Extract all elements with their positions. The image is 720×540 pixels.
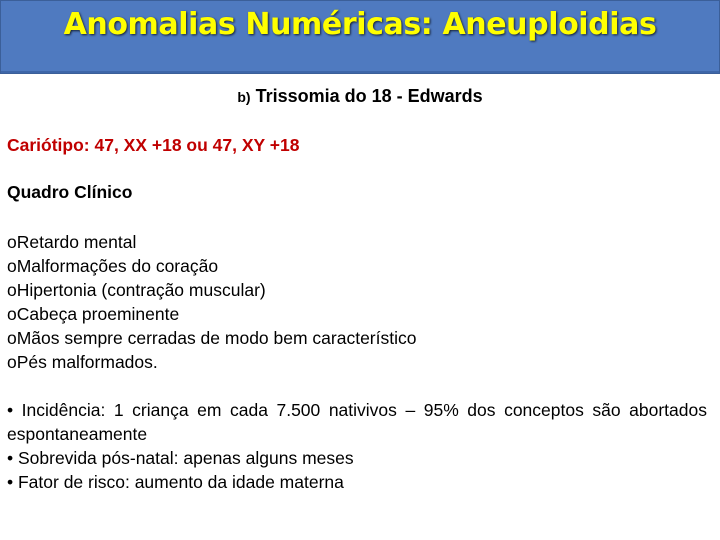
section-heading: Quadro Clínico [7, 182, 133, 202]
slide-title: Anomalias Numéricas: Aneuploidias [63, 7, 657, 42]
fact-incidence: • Incidência: 1 criança em cada 7.500 nativivos – 95% dos conceptos são abortados espontaneamente [7, 400, 707, 444]
subtitle-letter: b) [237, 89, 251, 105]
title-bar [0, 0, 720, 74]
subtitle-text: Trissomia do 18 - Edwards [255, 86, 483, 106]
symptom-text: Pés malformados. [16, 352, 158, 372]
list-item [7, 278, 416, 302]
facts-list [7, 398, 707, 494]
symptom-text: Malformações do coração [16, 256, 219, 276]
symptom-text: Mãos sempre cerradas de modo bem característico [16, 328, 417, 348]
list-item [7, 230, 416, 254]
list-item [7, 326, 416, 350]
list-bullet: o [7, 328, 17, 348]
symptom-text: Hipertonia (contração muscular) [16, 280, 266, 300]
list-bullet: o [7, 280, 17, 300]
list-item [7, 302, 416, 326]
list-bullet: o [7, 256, 17, 276]
list-bullet: o [7, 304, 17, 324]
karyotype-line: Cariótipo: 47, XX +18 ou 47, XY +18 [7, 135, 300, 155]
list-bullet: o [7, 232, 17, 252]
fact-risk-factor: • Fator de risco: aumento da idade materna [7, 472, 344, 492]
symptom-list [7, 230, 416, 374]
list-bullet: o [7, 352, 17, 372]
symptom-text: Cabeça proeminente [16, 304, 180, 324]
list-item [7, 254, 416, 278]
fact-survival: • Sobrevida pós-natal: apenas alguns meses [7, 448, 354, 468]
list-item [7, 350, 416, 374]
slide-subtitle [0, 86, 720, 107]
symptom-text: Retardo mental [16, 232, 137, 252]
